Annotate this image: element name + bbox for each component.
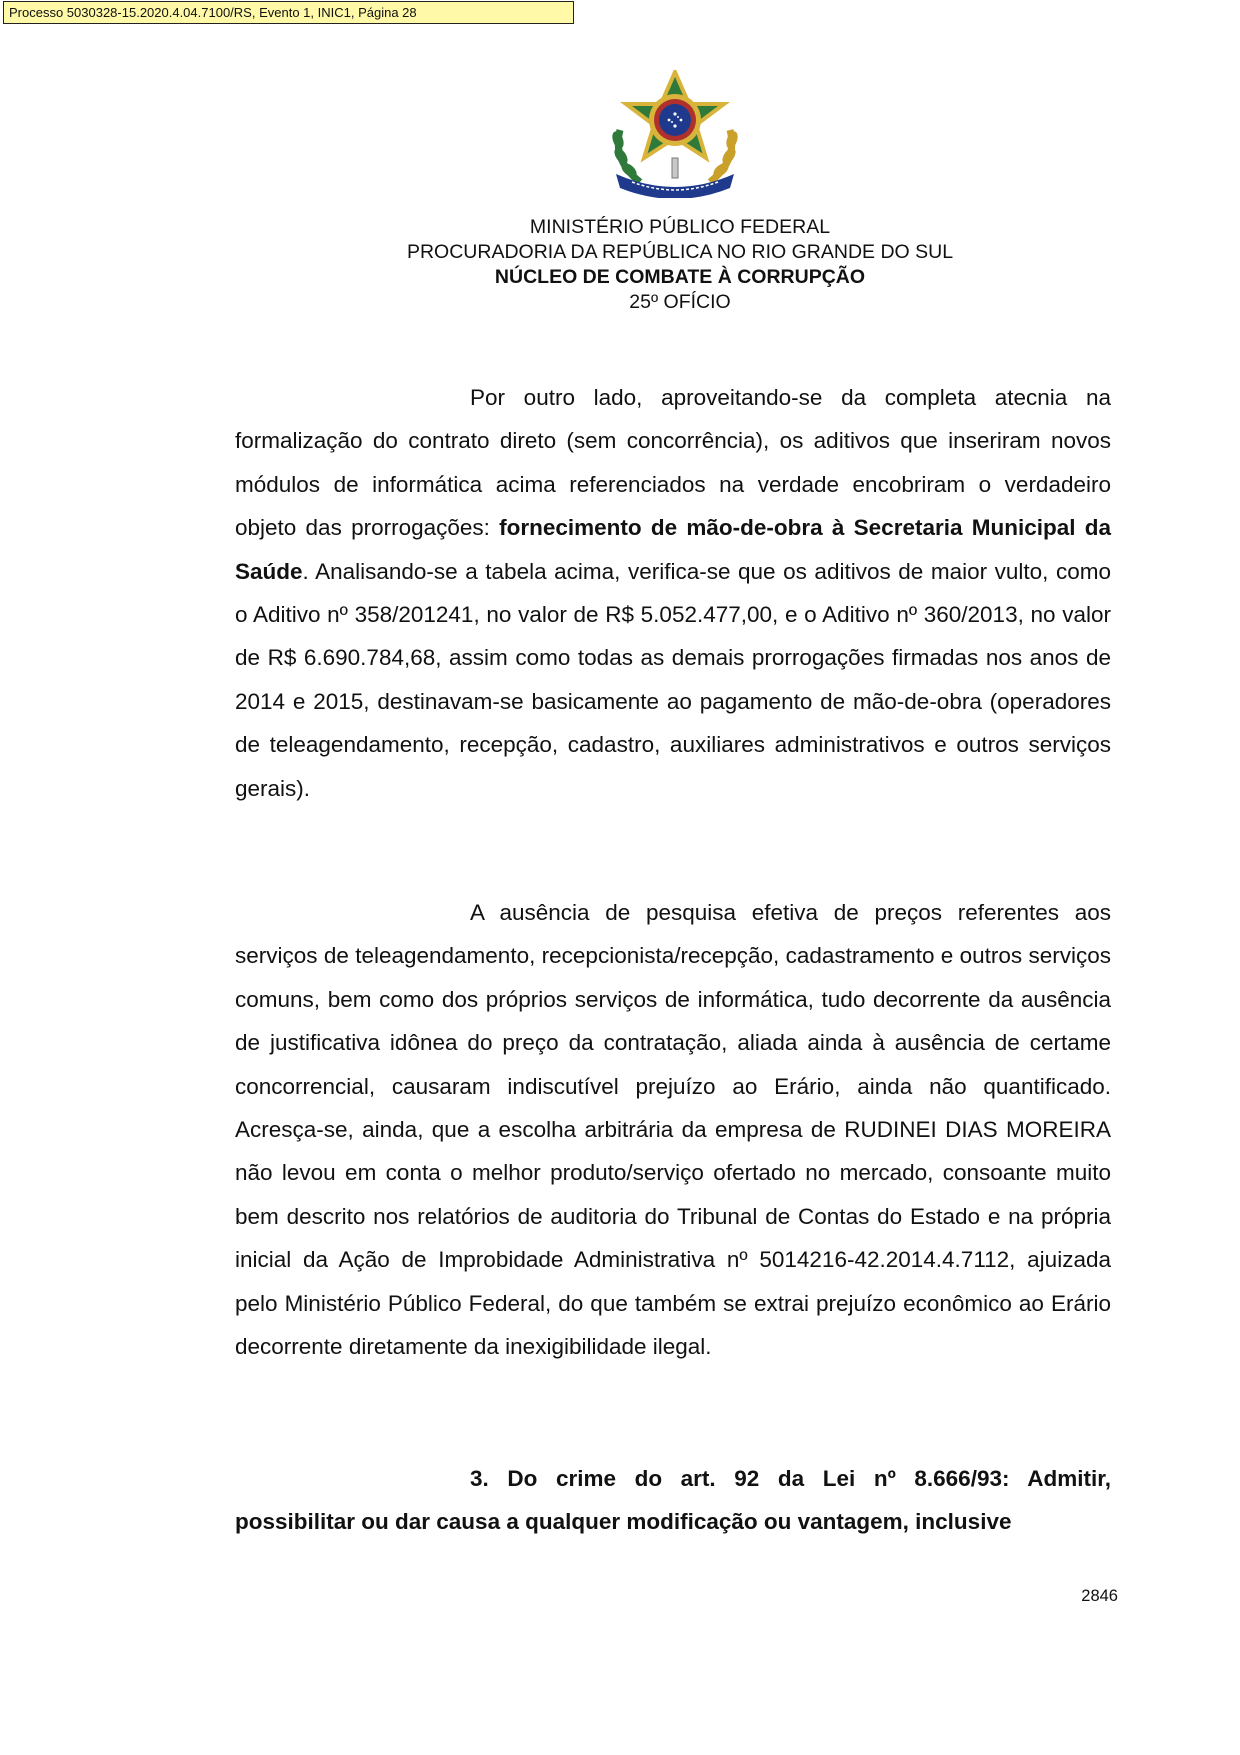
section-heading-text: 3. Do crime do art. 92 da Lei nº 8.666/93: Admitir, possibilitar ou dar causa a qualquer modificação ou vantagem, inclusive (235, 1466, 1111, 1535)
paragraph-1-text-b: . Analisando-se a tabela acima, verifica-se que os aditivos de maior vulto, como o Aditivo nº 358/201241, no valor de R$ 5.052.477,00, e o Aditivo nº 360/2013, no valor de R$ 6.690.784,68, assim como todas as demais prorrogações firmadas nos anos de 2014 e 2015, destinavam-se basicamente ao pagamento de mão-de-obra (operadores de teleagendamento, recepção, cadastro, auxiliares administrativos e outros serviços gerais). (235, 558, 1111, 801)
paragraph-1-text-a: Por outro lado, aproveitando-se da completa atecnia na formalização do contrato direto (sem concorrência), os aditivos que inseriram novos módulos de informática acima referenciados na verdade encobriram o verdadeiro objeto das prorrogações: (235, 385, 1111, 541)
paragraph-1 (235, 376, 1111, 810)
page-number: 2846 (1081, 1587, 1118, 1605)
process-stamp: Processo 5030328-15.2020.4.04.7100/RS, Evento 1, INIC1, Página 28 (3, 1, 574, 24)
coat-of-arms-icon (602, 70, 748, 198)
header-office: PROCURADORIA DA REPÚBLICA NO RIO GRANDE DO SUL (406, 241, 954, 263)
document-header (0, 215, 1240, 315)
header-unit: NÚCLEO DE COMBATE À CORRUPÇÃO (494, 266, 866, 288)
paragraph-2 (235, 891, 1111, 1368)
header-section: 25º OFÍCIO (629, 291, 731, 313)
section-heading (235, 1457, 1111, 1544)
paragraph-2-text: A ausência de pesquisa efetiva de preços referentes aos serviços de teleagendamento, recepcionista/recepção, cadastramento e outros serviços comuns, bem como dos próprios serviços de informática, tudo decorrente da ausência de justificativa idônea do preço da contratação, aliada ainda à ausência de certame concorrencial, causaram indiscutível prejuízo ao Erário, ainda não quantificado. Acresça-se, ainda, que a escolha arbitrária da empresa de RUDINEI DIAS MOREIRA não levou em conta o melhor produto/serviço ofertado no mercado, consoante muito bem descrito nos relatórios de auditoria do Tribunal de Contas do Estado e na própria inicial da Ação de Improbidade Administrativa nº 5014216-42.2014.4.7112, ajuizada pelo Ministério Público Federal, do que também se extrai prejuízo econômico ao Erário decorrente diretamente da inexigibilidade ilegal. (235, 900, 1111, 1360)
paragraph-1-bold: fornecimento de mão-de-obra à Secretaria Municipal da Saúde (235, 515, 1111, 584)
header-institution: MINISTÉRIO PÚBLICO FEDERAL (529, 216, 831, 238)
